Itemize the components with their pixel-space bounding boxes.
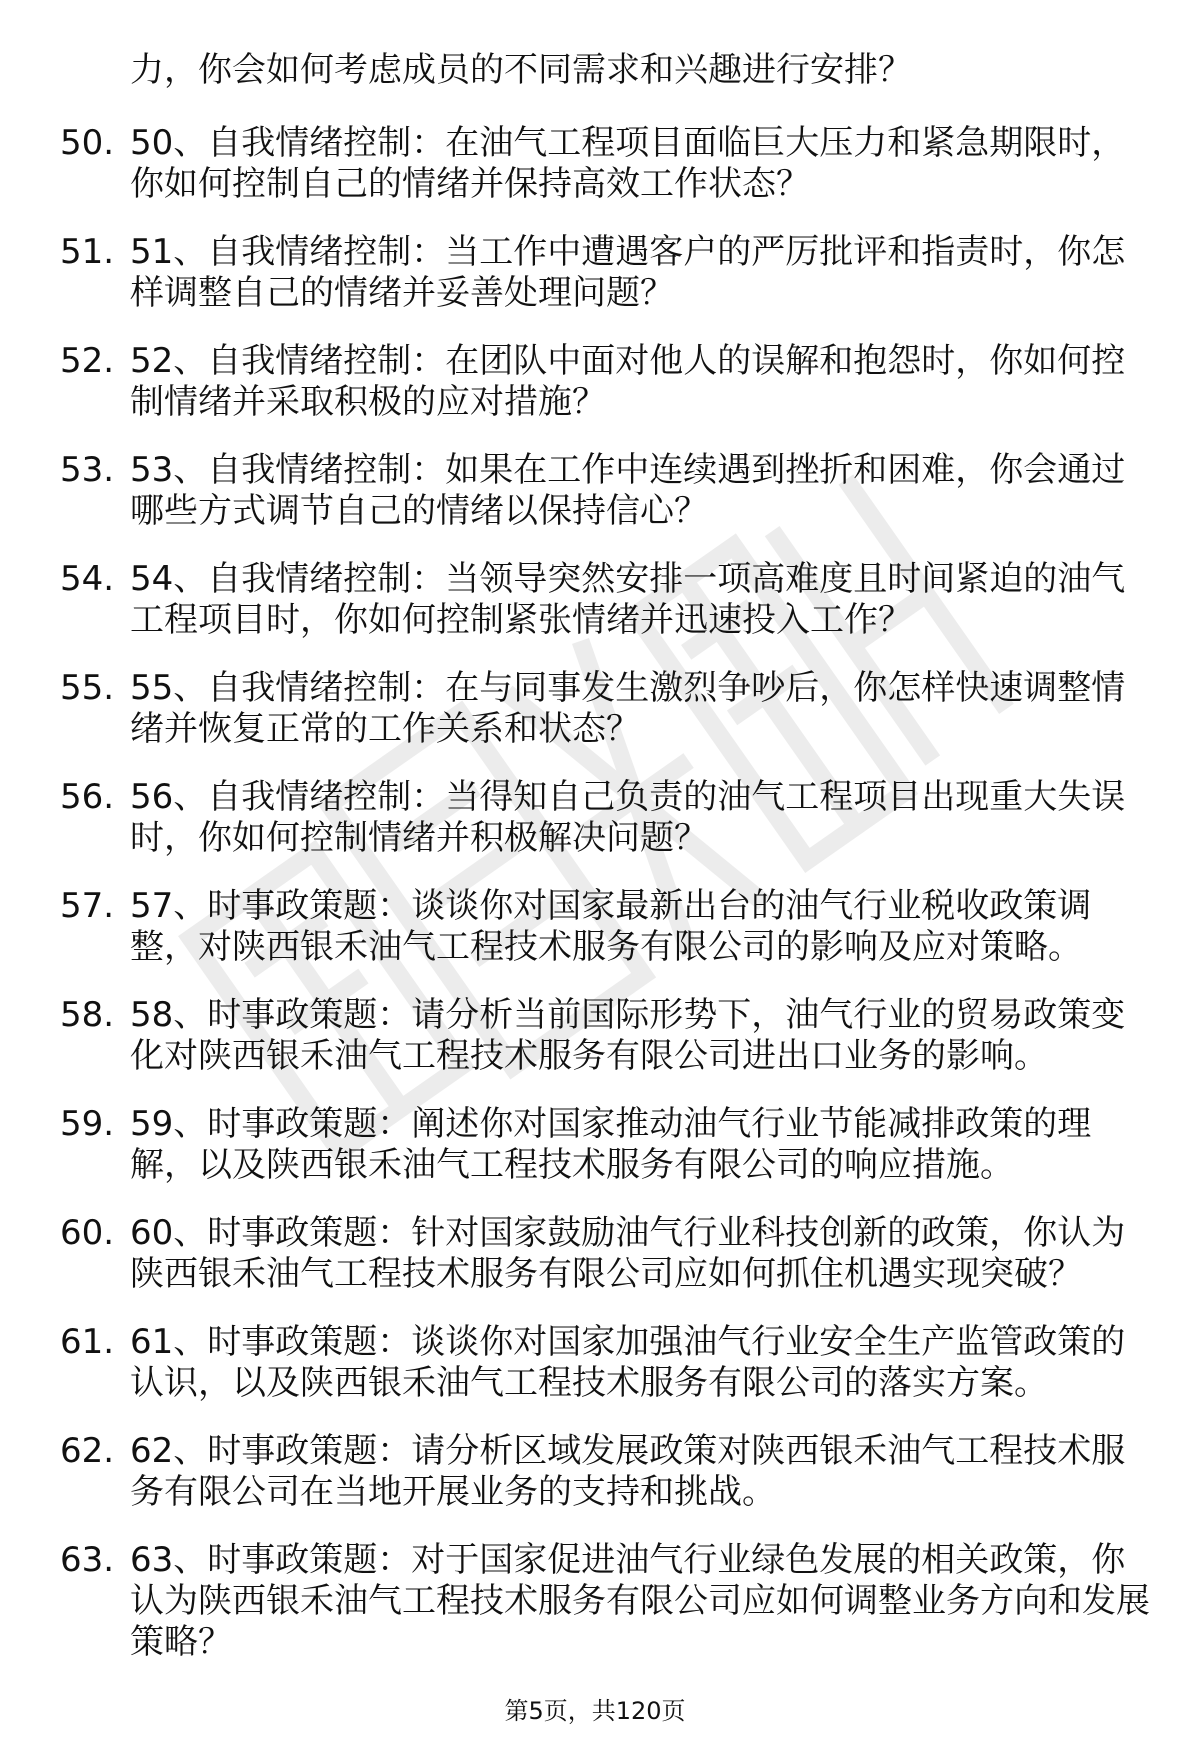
item-text: 57、时事政策题：谈谈你对国家最新出台的油气行业税收政策调整，对陕西银禾油气工程技术服务有限公司的影响及应对策略。 [130, 886, 1092, 967]
item-text: 59、时事政策题：阐述你对国家推动油气行业节能减排政策的理解，以及陕西银禾油气工程技术服务有限公司的响应措施。 [130, 1104, 1092, 1185]
item-number: 54. [60, 559, 115, 599]
list-item [60, 1540, 1160, 1663]
item-number: 58. [60, 995, 115, 1035]
list-item [60, 886, 1160, 968]
item-number: 63. [60, 1540, 115, 1580]
list-item [60, 777, 1160, 859]
item-number: 57. [60, 886, 115, 926]
list-item [60, 1322, 1160, 1404]
list-item [60, 232, 1160, 314]
item-number: 62. [60, 1431, 115, 1471]
item-text: 58、时事政策题：请分析当前国际形势下，油气行业的贸易政策变化对陕西银禾油气工程技术服务有限公司进出口业务的影响。 [130, 995, 1126, 1076]
question-list [60, 123, 1160, 1663]
item-text: 62、时事政策题：请分析区域发展政策对陕西银禾油气工程技术服务有限公司在当地开展业务的支持和挑战。 [130, 1431, 1126, 1512]
content-area [60, 50, 1160, 1690]
continuation-text: 力，你会如何考虑成员的不同需求和兴趣进行安排？ [130, 50, 912, 90]
page-footer: 第5页，共120页 [504, 1697, 686, 1725]
item-text: 55、自我情绪控制：在与同事发生激烈争吵后，你怎样快速调整情绪并恢复正常的工作关系和状态？ [130, 668, 1126, 749]
item-number: 50. [60, 123, 115, 163]
list-item [60, 341, 1160, 423]
item-number: 52. [60, 341, 115, 381]
item-text: 56、自我情绪控制：当得知自己负责的油气工程项目出现重大失误时，你如何控制情绪并积极解决问题？ [130, 777, 1126, 858]
list-item [60, 668, 1160, 750]
item-text: 53、自我情绪控制：如果在工作中连续遇到挫折和困难，你会通过哪些方式调节自己的情绪以保持信心？ [130, 450, 1126, 531]
item-number: 51. [60, 232, 115, 272]
list-item [60, 123, 1160, 205]
item-number: 56. [60, 777, 115, 817]
list-item [60, 1104, 1160, 1186]
item-text: 51、自我情绪控制：当工作中遭遇客户的严厉批评和指责时，你怎样调整自己的情绪并妥善处理问题？ [130, 232, 1126, 313]
item-text: 54、自我情绪控制：当领导突然安排一项高难度且时间紧迫的油气工程项目时，你如何控制紧张情绪并迅速投入工作？ [130, 559, 1126, 640]
item-number: 55. [60, 668, 115, 708]
item-number: 61. [60, 1322, 115, 1362]
list-item [60, 995, 1160, 1077]
item-text: 50、自我情绪控制：在油气工程项目面临巨大压力和紧急期限时，你如何控制自己的情绪并保持高效工作状态？ [130, 123, 1126, 204]
item-text: 63、时事政策题：对于国家促进油气行业绿色发展的相关政策，你认为陕西银禾油气工程技术服务有限公司应如何调整业务方向和发展策略？ [130, 1540, 1150, 1662]
item-text: 60、时事政策题：针对国家鼓励油气行业科技创新的政策，你认为陕西银禾油气工程技术服务有限公司应如何抓住机遇实现突破？ [130, 1213, 1126, 1294]
item-number: 60. [60, 1213, 115, 1253]
item-number: 59. [60, 1104, 115, 1144]
list-item [60, 559, 1160, 641]
item-text: 52、自我情绪控制：在团队中面对他人的误解和抱怨时，你如何控制情绪并采取积极的应对措施？ [130, 341, 1126, 422]
item-text: 61、时事政策题：谈谈你对国家加强油气行业安全生产监管政策的认识，以及陕西银禾油气工程技术服务有限公司的落实方案。 [130, 1322, 1126, 1403]
list-item [60, 450, 1160, 532]
item-number: 53. [60, 450, 115, 490]
list-item [60, 1213, 1160, 1295]
list-item [60, 1431, 1160, 1513]
